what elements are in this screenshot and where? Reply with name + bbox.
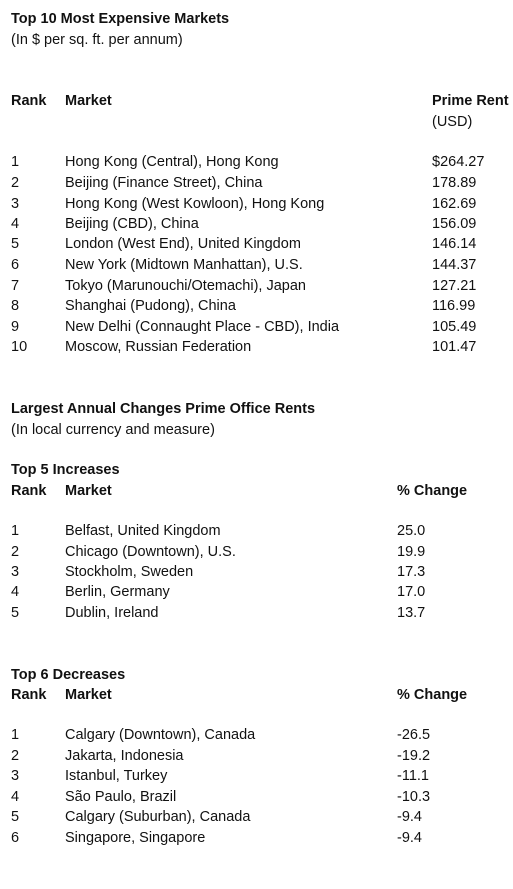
table-row bbox=[0, 153, 513, 173]
rank-cell: 1 bbox=[11, 523, 20, 539]
table-row bbox=[0, 767, 513, 787]
rent-cell: $264.27 bbox=[432, 154, 485, 170]
decreases-header-change: % Change bbox=[397, 687, 468, 703]
table-row bbox=[0, 808, 513, 828]
increases-header-market: Market bbox=[65, 483, 112, 499]
rank-cell: 2 bbox=[11, 175, 20, 191]
market-cell: Calgary (Suburban), Canada bbox=[65, 809, 251, 825]
change-cell: -10.3 bbox=[397, 789, 431, 805]
expensive-header-rank: Rank bbox=[11, 93, 47, 109]
market-cell: Beijing (CBD), China bbox=[65, 216, 199, 232]
expensive-header-market: Market bbox=[65, 93, 112, 109]
table-row bbox=[0, 277, 513, 297]
table-row bbox=[0, 215, 513, 235]
expensive-title: Top 10 Most Expensive Markets bbox=[11, 11, 230, 27]
change-cell: -9.4 bbox=[397, 830, 422, 846]
rank-cell: 10 bbox=[11, 339, 28, 355]
market-cell: Istanbul, Turkey bbox=[65, 768, 168, 784]
rent-cell: 156.09 bbox=[432, 216, 477, 232]
rank-cell: 8 bbox=[11, 298, 20, 314]
change-cell: -11.1 bbox=[397, 768, 429, 784]
market-cell: Singapore, Singapore bbox=[65, 830, 206, 846]
change-cell: 19.9 bbox=[397, 544, 426, 560]
change-cell: -26.5 bbox=[397, 727, 431, 743]
market-cell: Moscow, Russian Federation bbox=[65, 339, 252, 355]
market-cell: Hong Kong (Central), Hong Kong bbox=[65, 154, 279, 170]
rent-cell: 101.47 bbox=[432, 339, 477, 355]
table-row bbox=[0, 195, 513, 215]
rent-cell: 178.89 bbox=[432, 175, 477, 191]
rent-cell: 105.49 bbox=[432, 319, 477, 335]
market-cell: New Delhi (Connaught Place - CBD), India bbox=[65, 319, 340, 335]
increases-header-rank: Rank bbox=[11, 483, 47, 499]
market-cell: Dublin, Ireland bbox=[65, 605, 159, 621]
rank-cell: 3 bbox=[11, 768, 20, 784]
market-cell: Calgary (Downtown), Canada bbox=[65, 727, 256, 743]
market-cell: Chicago (Downtown), U.S. bbox=[65, 544, 236, 560]
decreases-header-market: Market bbox=[65, 687, 112, 703]
market-cell: Belfast, United Kingdom bbox=[65, 523, 221, 539]
rank-cell: 6 bbox=[11, 830, 20, 846]
changes-subtitle: (In local currency and measure) bbox=[11, 422, 215, 438]
table-row bbox=[0, 788, 513, 808]
change-cell: 17.0 bbox=[397, 584, 426, 600]
decreases-header-rank: Rank bbox=[11, 687, 47, 703]
decreases-title: Top 6 Decreases bbox=[11, 667, 126, 683]
rank-cell: 4 bbox=[11, 789, 20, 805]
rank-cell: 5 bbox=[11, 236, 20, 252]
table-row bbox=[0, 235, 513, 255]
expensive-header-rent: Prime Rent bbox=[432, 93, 509, 109]
table-row bbox=[0, 583, 513, 603]
expensive-subtitle: (In $ per sq. ft. per annum) bbox=[11, 32, 183, 48]
market-cell: Tokyo (Marunouchi/Otemachi), Japan bbox=[65, 278, 306, 294]
changes-title: Largest Annual Changes Prime Office Rents bbox=[11, 401, 316, 417]
table-row bbox=[0, 829, 513, 849]
expensive-header-rent-unit: (USD) bbox=[432, 114, 473, 130]
market-cell: Berlin, Germany bbox=[65, 584, 170, 600]
rent-cell: 162.69 bbox=[432, 196, 477, 212]
market-cell: Stockholm, Sweden bbox=[65, 564, 194, 580]
table-row bbox=[0, 256, 513, 276]
rank-cell: 9 bbox=[11, 319, 20, 335]
market-cell: New York (Midtown Manhattan), U.S. bbox=[65, 257, 303, 273]
market-cell: London (West End), United Kingdom bbox=[65, 236, 301, 252]
change-cell: -19.2 bbox=[397, 748, 431, 764]
rank-cell: 3 bbox=[11, 196, 20, 212]
rank-cell: 1 bbox=[11, 727, 20, 743]
rank-cell: 4 bbox=[11, 216, 20, 232]
table-row bbox=[0, 747, 513, 767]
table-row bbox=[0, 522, 513, 542]
increases-title: Top 5 Increases bbox=[11, 462, 120, 478]
rank-cell: 5 bbox=[11, 809, 20, 825]
table-row bbox=[0, 726, 513, 746]
market-cell: Beijing (Finance Street), China bbox=[65, 175, 263, 191]
rank-cell: 5 bbox=[11, 605, 20, 621]
rank-cell: 3 bbox=[11, 564, 20, 580]
market-cell: Jakarta, Indonesia bbox=[65, 748, 184, 764]
table-row bbox=[0, 174, 513, 194]
table-row bbox=[0, 338, 513, 358]
rent-cell: 144.37 bbox=[432, 257, 477, 273]
change-cell: -9.4 bbox=[397, 809, 422, 825]
rent-cell: 127.21 bbox=[432, 278, 477, 294]
market-cell: Shanghai (Pudong), China bbox=[65, 298, 236, 314]
table-row bbox=[0, 318, 513, 338]
market-cell: São Paulo, Brazil bbox=[65, 789, 177, 805]
rank-cell: 2 bbox=[11, 544, 20, 560]
rank-cell: 7 bbox=[11, 278, 20, 294]
rank-cell: 4 bbox=[11, 584, 20, 600]
increases-header-change: % Change bbox=[397, 483, 468, 499]
market-cell: Hong Kong (West Kowloon), Hong Kong bbox=[65, 196, 325, 212]
rent-cell: 146.14 bbox=[432, 236, 477, 252]
rank-cell: 6 bbox=[11, 257, 20, 273]
rank-cell: 1 bbox=[11, 154, 20, 170]
rent-cell: 116.99 bbox=[432, 298, 476, 314]
change-cell: 13.7 bbox=[397, 605, 426, 621]
rank-cell: 2 bbox=[11, 748, 20, 764]
change-cell: 17.3 bbox=[397, 564, 426, 580]
table-row bbox=[0, 563, 513, 583]
table-row bbox=[0, 297, 513, 317]
change-cell: 25.0 bbox=[397, 523, 426, 539]
table-row bbox=[0, 543, 513, 563]
table-row bbox=[0, 604, 513, 624]
